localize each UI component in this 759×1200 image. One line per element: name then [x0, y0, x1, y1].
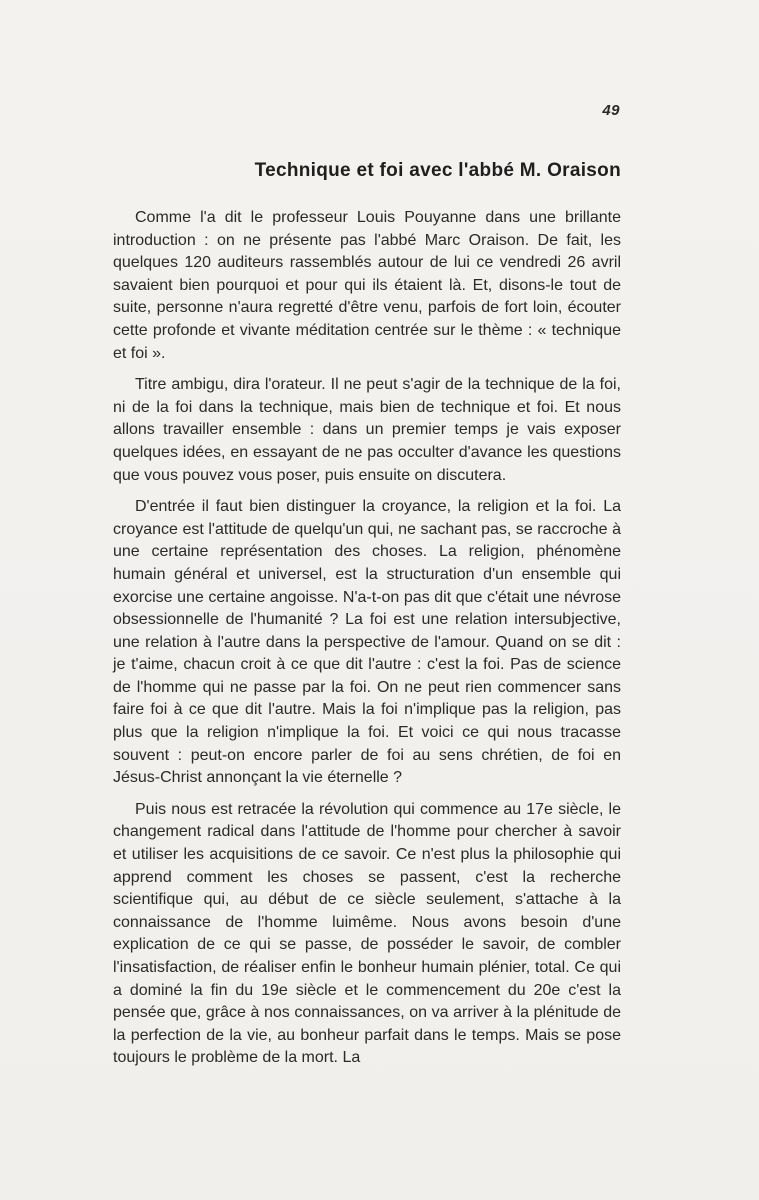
page-number: 49	[602, 102, 620, 119]
paragraph: Puis nous est retracée la révolution qui commence au 17e siècle, le changement radical dans l'attitude de l'homme pour chercher à savoir et utiliser les acquisitions de ce savoir. Ce n'est plus la philosophie qui apprend comment les choses se passent, c'est la recherche scientifique qui, au début de ce siècle seulement, s'attache à la connaissance de l'homme luimême. Nous avons besoin d'une explication de ce qui se passe, de posséder le savoir, de combler l'insatisfaction, de réaliser enfin le bonheur humain plénier, total. Ce qui a dominé la fin du 19e siècle et le commencement du 20e c'est la pensée que, grâce à nos connaissances, on va arriver à la plénitude de la perfection de la vie, au bonheur parfait dans le temps. Mais se pose toujours le problème de la mort. La	[113, 800, 621, 1067]
paragraph: D'entrée il faut bien distinguer la croyance, la religion et la foi. La croyance est l'attitude de quelqu'un qui, ne sachant pas, se raccroche à une certaine représentation des choses. La religion, phénomène humain général et universel, est la structuration d'un ensemble qui exorcise une certaine angoisse. N'a-t-on pas dit que c'était une névrose obsessionnelle de l'humanité ? La foi est une relation intersubjective, une relation à l'autre dans la perspective de l'amour. Quand on se dit : je t'aime, chacun croit à ce que dit l'autre : c'est la foi. Pas de science de l'homme qui ne passe par la foi. On ne peut rien commencer sans faire foi à ce que dit l'autre. Mais la foi n'implique pas la religion, pas plus que la religion n'implique la foi. Et voici ce qui nous tracasse souvent : peut-on encore parler de foi au sens chrétien, de foi en Jésus-Christ annonçant la vie éternelle ?	[113, 498, 621, 787]
paragraph: Comme l'a dit le professeur Louis Pouyanne dans une brillante introduction : on ne présente pas l'abbé Marc Oraison. De fait, les quelques 120 auditeurs rassemblés autour de lui ce vendredi 26 avril savaient bien pourquoi et pour qui ils étaient là. Et, disons-le tout de suite, personne n'aura regretté d'être venu, parfois de fort loin, écouter cette profonde et vivante méditation centrée sur le thème : « technique et foi ».	[113, 209, 621, 362]
article-title: Technique et foi avec l'abbé M. Oraison	[254, 160, 621, 181]
article-body	[113, 207, 621, 1079]
paragraph: Titre ambigu, dira l'orateur. Il ne peut s'agir de la technique de la foi, ni de la foi dans la technique, mais bien de technique et foi. Et nous allons travailler ensemble : dans un premier temps je vais exposer quelques idées, en essayant de ne pas occulter d'avance les questions que vous pouvez vous poser, puis ensuite on discutera.	[113, 376, 621, 484]
